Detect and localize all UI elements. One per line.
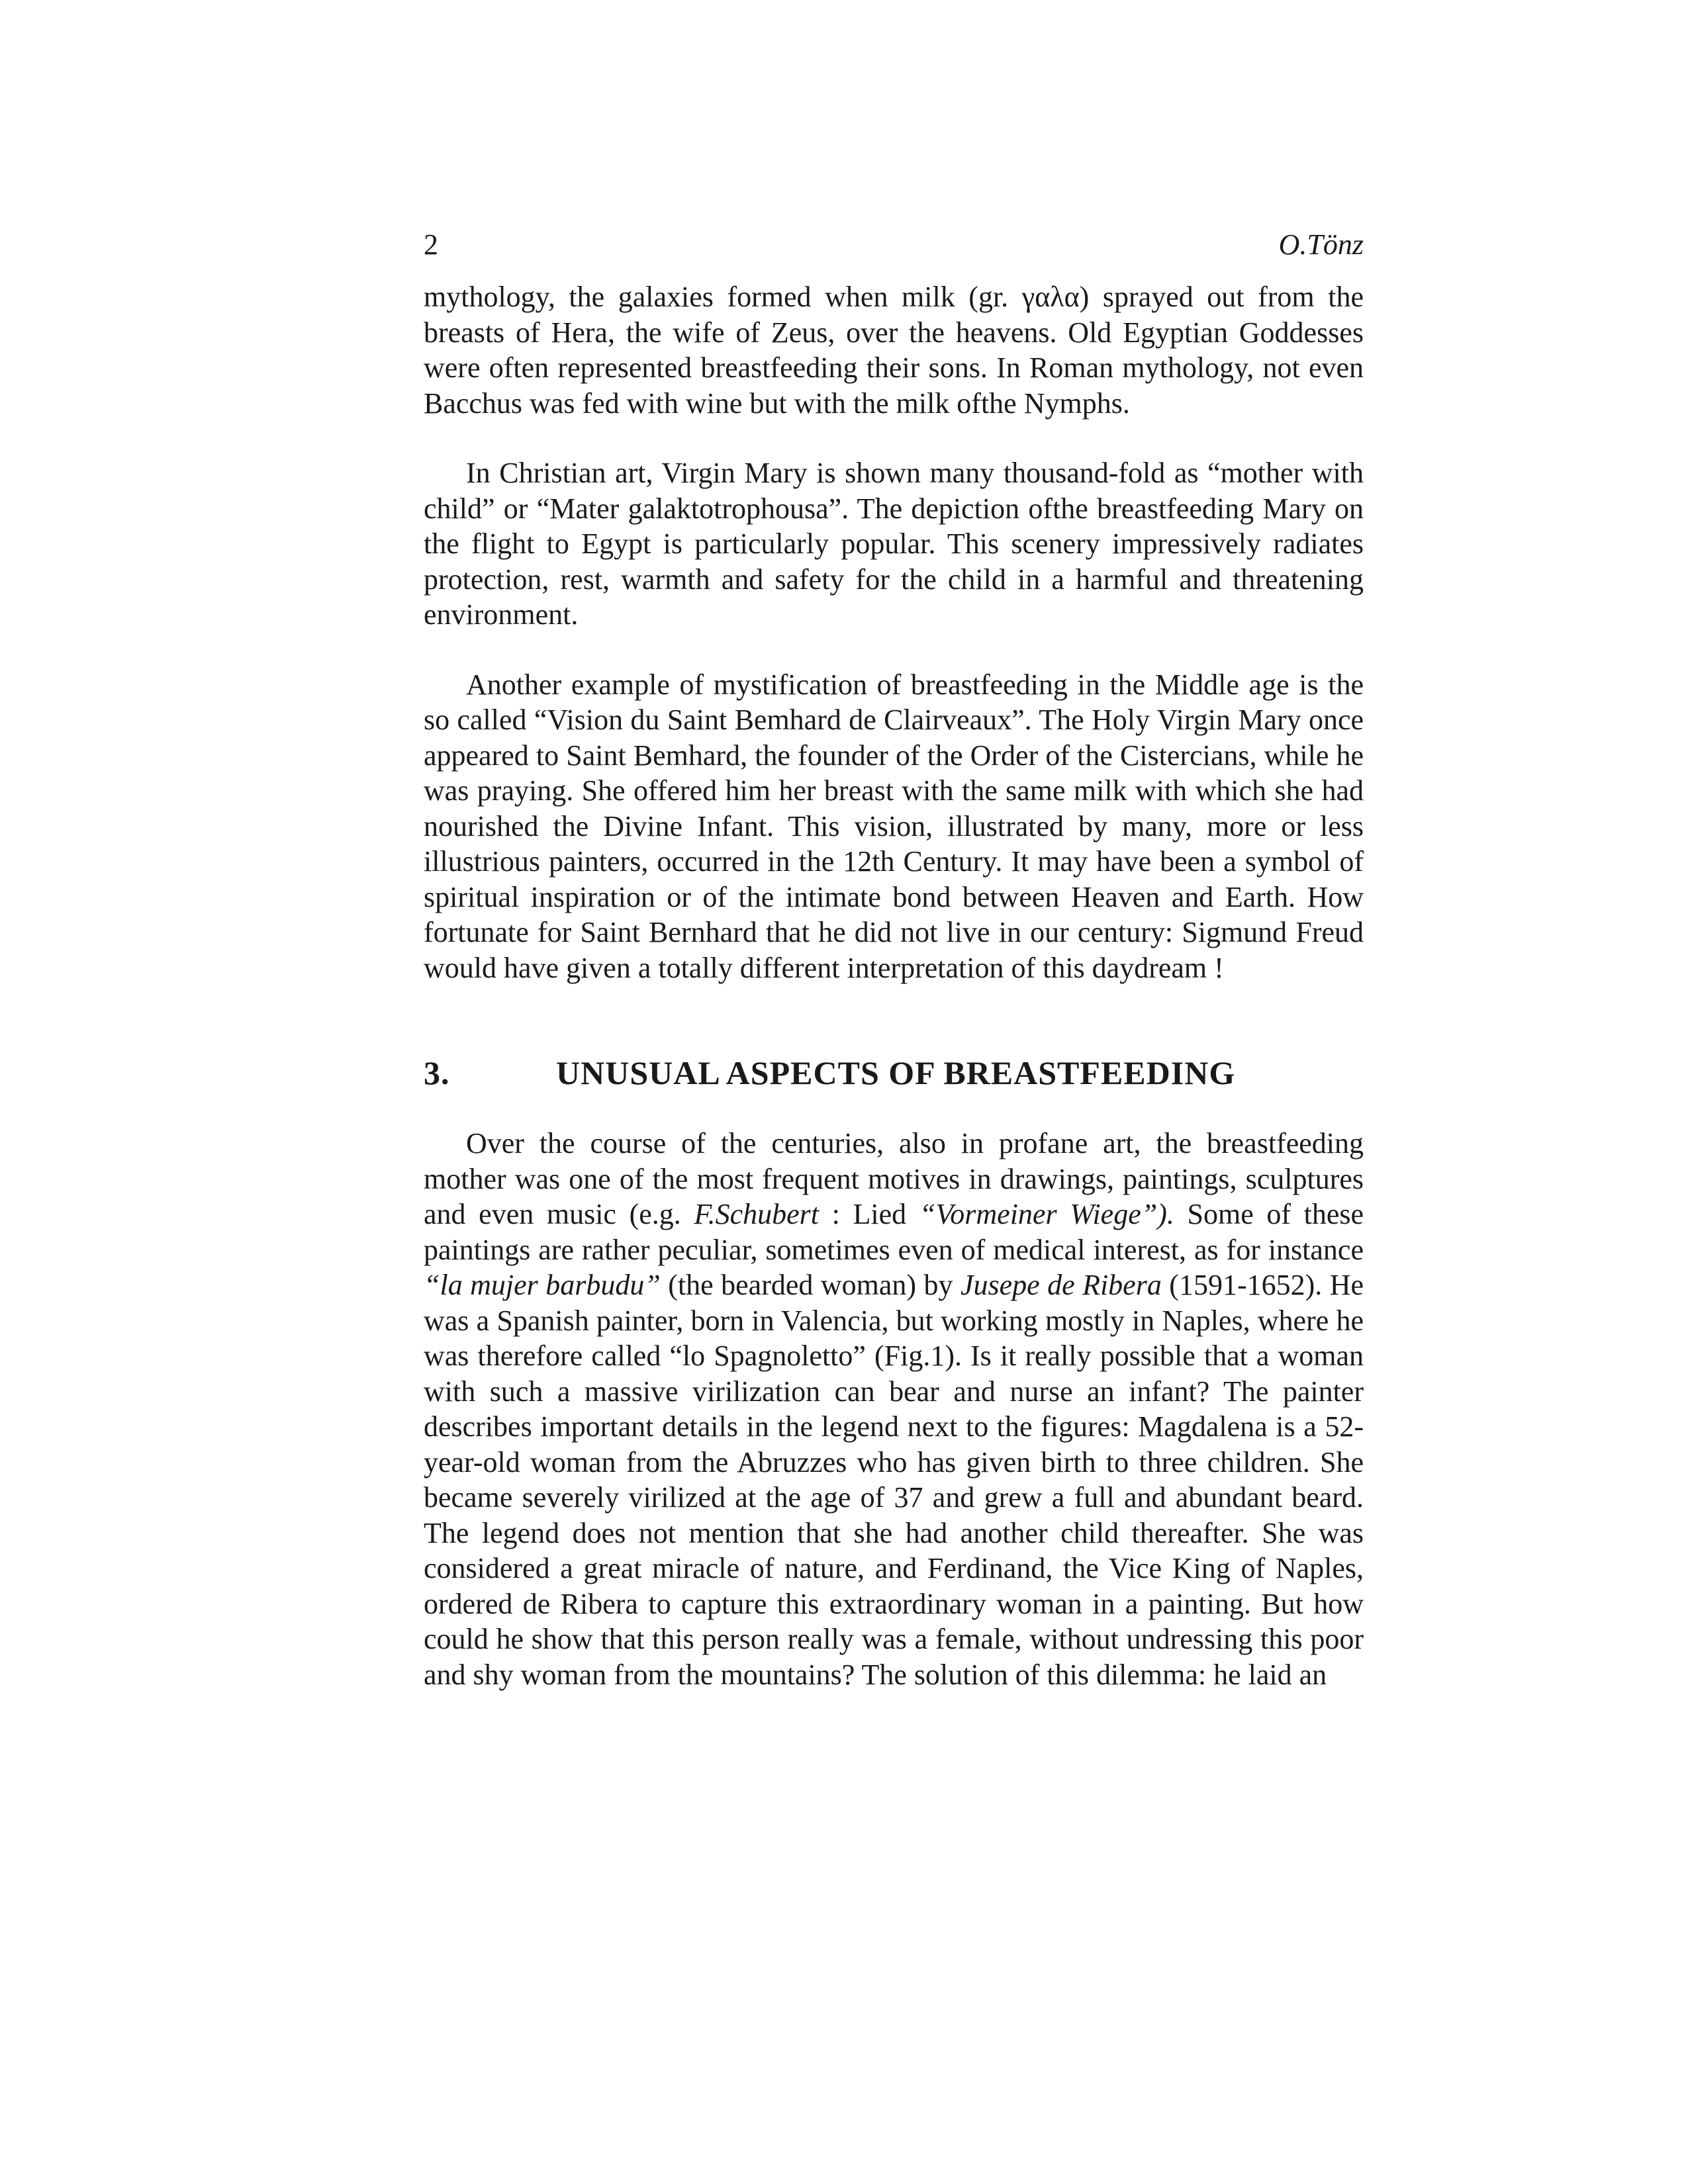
painter-name: Jusepe de Ribera	[960, 1269, 1162, 1301]
running-header-author: O.Tönz	[1278, 228, 1364, 261]
paragraph-unusual-aspects	[424, 1126, 1364, 1692]
song-title: “Vormeiner Wiege”).	[919, 1198, 1174, 1230]
composer-name: F.Schubert	[694, 1198, 820, 1230]
section-spacer	[424, 985, 1364, 1053]
text-run: Over the course of the centuries, also in profane art, the breastfeeding mother was one of the most frequent motives in drawings, paintings, sculptures and even music (e.g.	[424, 1127, 1364, 1230]
running-header	[424, 225, 1364, 265]
text-run: : Lied	[831, 1198, 907, 1230]
page-number: 2	[424, 228, 438, 261]
text-run: (the bearded woman) by	[668, 1269, 953, 1301]
section-heading	[424, 1053, 1364, 1093]
heading-spacer	[424, 1093, 1364, 1126]
paragraph-spacer	[424, 633, 1364, 667]
document-page	[424, 225, 1364, 1692]
text-run: (1591-1652). He was a Spanish painter, born in Valencia, but working mostly in Naples, where he was therefore called “lo Spagnoletto” (Fig.1). Is it really possible that a woman with such a massive virilization can bear and nurse an infant? The painter describes important details in the legend next to the figures: Magdalena is a 52-year-old woman from the Abruzzes who has given birth to three children. She became severely virilized at the age of 37 and grew a full and abundant beard. The legend does not mention that she had another child thereafter. She was considered a great miracle of nature, and Ferdinand, the Vice King of Naples, ordered de Ribera to capture this extraordinary woman in a painting. But how could he show that this person really was a female, without undressing this poor and shy woman from the mountains? The solution of this dilemma: he laid an	[424, 1269, 1364, 1691]
paragraph-saint-bernhard: Another example of mystification of breastfeeding in the Middle age is the so called “Vision du Saint Bemhard de Clairveaux”. The Holy Virgin Mary once appeared to Saint Bemhard, the founder of the Order of the Cistercians, while he was praying. She offered him her breast with the same milk with which she had nourished the Divine Infant. This vision, illustrated by many, more or less illustrious painters, occurred in the 12th Century. It may have been a symbol of spiritual inspiration or of the intimate bond between Heaven and Earth. How fortunate for Saint Bernhard that he did not live in our century: Sigmund Freud would have given a totally different interpretation of this daydream !	[424, 668, 1364, 984]
painting-title: “la mujer barbudu”	[424, 1269, 661, 1301]
paragraph-spacer	[424, 421, 1364, 455]
text-run: Some of these paintings are rather peculiar, sometimes even of medical interest, as for instance	[424, 1198, 1364, 1266]
section-title: UNUSUAL ASPECTS OF BREASTFEEDING	[556, 1054, 1236, 1091]
paragraph-christian-art: In Christian art, Virgin Mary is shown many thousand-fold as “mother with child” or “Mater galaktotrophousa”. The depiction ofthe breastfeeding Mary on the flight to Egypt is particularly popular. This scenery impressively radiates protection, rest, warmth and safety for the child in a harmful and threatening environment.	[424, 457, 1364, 631]
section-number: 3.	[424, 1054, 450, 1091]
paragraph-mythology: mythology, the galaxies formed when milk (gr. γαλα) sprayed out from the breasts of Hera, the wife of Zeus, over the heavens. Old Egyptian Goddesses were often represented breastfeeding their sons. In Roman mythology, not even Bacchus was fed with wine but with the milk ofthe Nymphs.	[424, 281, 1364, 420]
